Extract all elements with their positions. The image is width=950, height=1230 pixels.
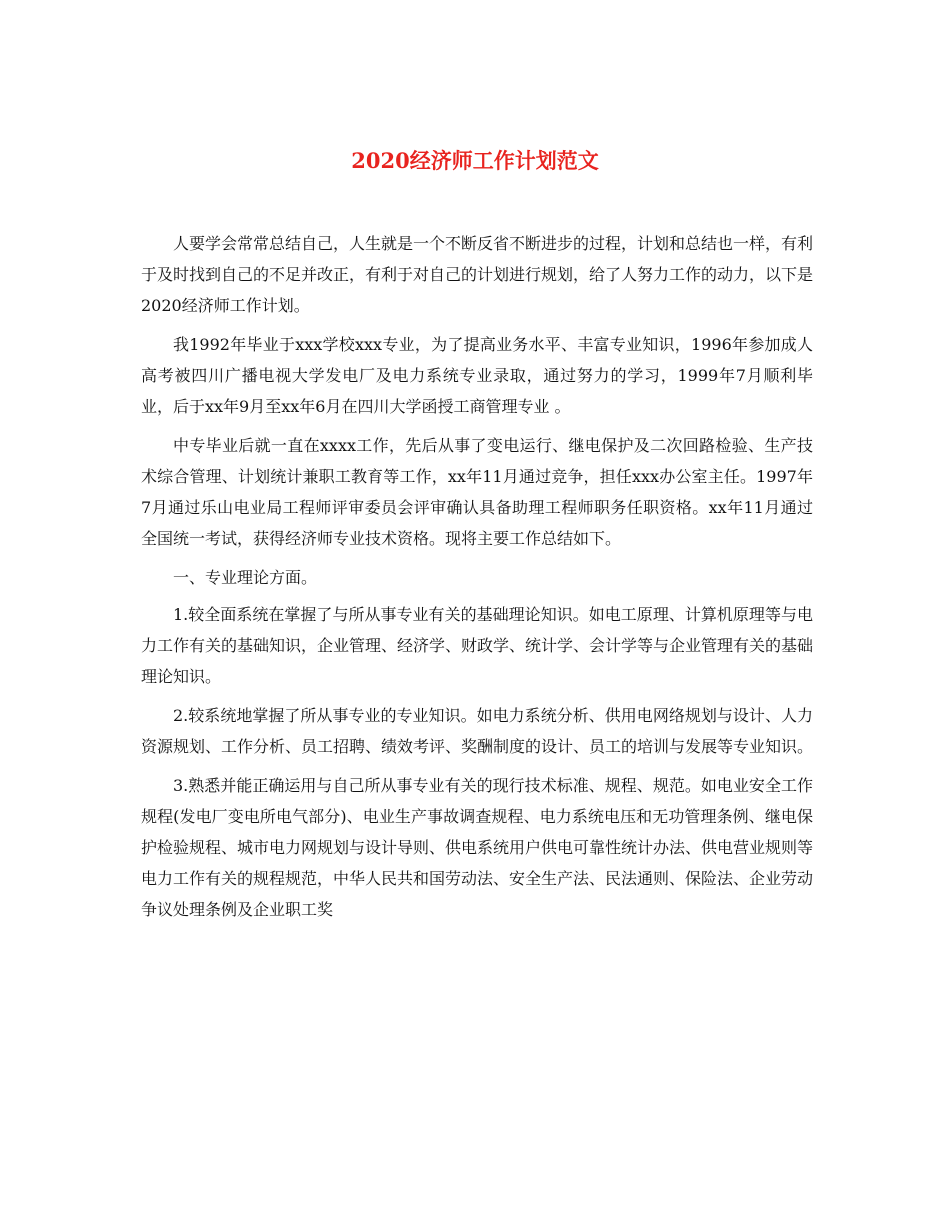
- paragraph-education: 我1992年毕业于xxx学校xxx专业，为了提高业务水平、丰富专业知识，1996年参加成人高考被四川广播电视大学发电厂及电力系统专业录取，通过努力的学习，1999年7月顺利毕业，后于xx年9月至xx年6月在四川大学函授工商管理专业 。: [141, 335, 813, 416]
- page-title: 2020经济师工作计划范文: [351, 148, 599, 173]
- paragraph-item-2: 2.较系统地掌握了所从事专业的专业知识。如电力系统分析、供用电网络规划与设计、人力资源规划、工作分析、员工招聘、绩效考评、奖酬制度的设计、员工的培训与发展等专业知识。: [141, 706, 814, 756]
- paragraph-item-3: 3.熟悉并能正确运用与自己所从事专业有关的现行技术标准、规程、规范。如电业安全工作规程(发电厂变电所电气部分)、电业生产事故调查规程、电力系统电压和无功管理条例、继电保护检验规程、城市电力网规划与设计导则、供电系统用户供电可靠性统计办法、供电营业规则等电力工作有关的规程规范，中华人民共和国劳动法、安全生产法、民法通则、保险法、企业劳动争议处理条例及企业职工奖: [141, 776, 814, 919]
- paragraph-intro: 人要学会常常总结自己，人生就是一个不断反省不断进步的过程，计划和总结也一样，有利于及时找到自己的不足并改正，有利于对自己的计划进行规划，给了人努力工作的动力，以下是2020经济师工作计划。: [141, 234, 814, 315]
- document-body: [141, 228, 813, 933]
- paragraph-item-1: 1.较全面系统在掌握了与所从事专业有关的基础理论知识。如电工原理、计算机原理等与电力工作有关的基础知识，企业管理、经济学、财政学、统计学、会计学等与企业管理有关的基础理论知识。: [141, 605, 814, 686]
- paragraph-work-history: 中专毕业后就一直在xxxx工作，先后从事了变电运行、继电保护及二次回路检验、生产技术综合管理、计划统计兼职工教育等工作，xx年11月通过竞争，担任xxx办公室主任。1997年7月通过乐山电业局工程师评审委员会评审确认具备助理工程师职务任职资格。xx年11月通过全国统一考试，获得经济师专业技术资格。现将主要工作总结如下。: [141, 436, 813, 548]
- section-heading-theory: 一、专业理论方面。: [173, 568, 318, 587]
